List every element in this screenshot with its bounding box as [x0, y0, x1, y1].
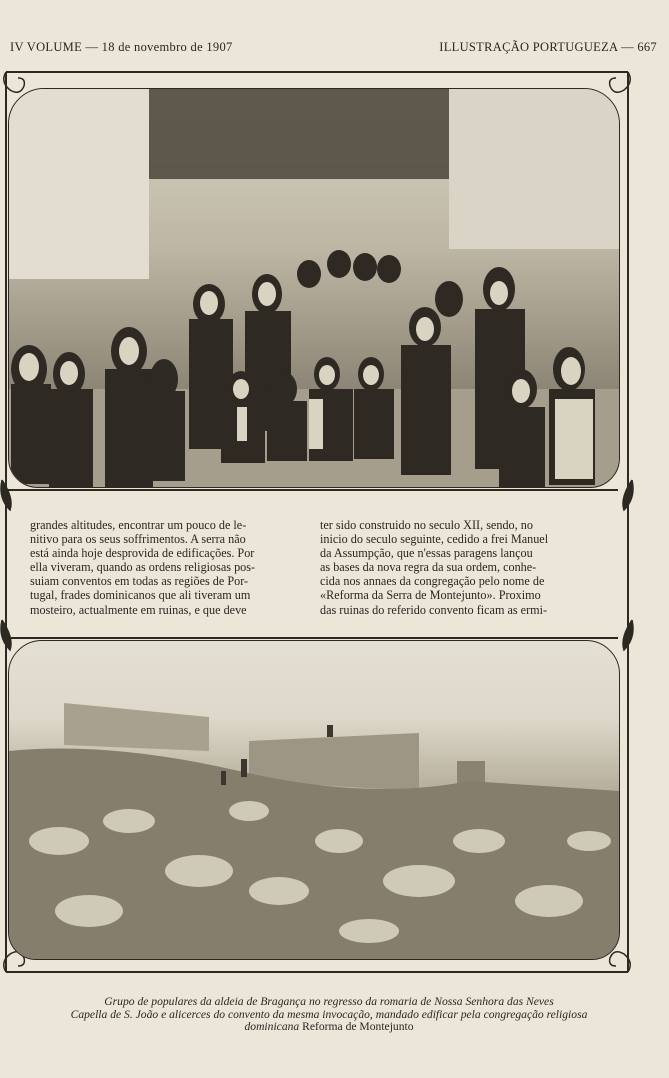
text-line: mosteiro, actualmente em ruinas, e que deve — [30, 602, 247, 617]
text-line: inicio do seculo seguinte, cedido a frei Manuel — [320, 532, 549, 547]
text-line: nitivo para os seus soffrimentos. A serra não — [30, 532, 246, 547]
text-line: «Reforma da Serra de Montejunto». Proximo — [320, 588, 541, 603]
text-line: as bases da nova regra da sua ordem, conhe- — [320, 560, 537, 575]
article-text — [30, 518, 596, 638]
text-line: ella viveram, quando as ordens religiosas pos- — [30, 560, 256, 575]
caption-line-1: Grupo de populares da aldeia de Bragança no regresso da romaria de Nossa Senhora das Neves — [104, 995, 554, 1008]
text-line: das ruinas do referido convento ficam as ermi- — [320, 602, 548, 617]
caption-line-2: Capella de S. João e alicerces do convento da mesma invocação, mandado edificar pela congregação religiosa — [70, 1007, 588, 1021]
villagers-illustration — [9, 89, 619, 487]
text-column-left — [30, 518, 300, 617]
text-line: grandes altitudes, encontrar um pouco de le- — [30, 518, 247, 532]
photo-group-of-villagers — [8, 88, 620, 488]
caption-line-3-italic: dominicana — [244, 1020, 300, 1034]
text-line: suiam conventos em todas as regiões de Por- — [30, 574, 249, 589]
header-volume-date: IV VOLUME — 18 de novembro de 1907 — [10, 40, 233, 54]
text-line: cida nos annaes da congregação pelo nome de — [320, 574, 545, 589]
photo-chapel-ruins — [8, 640, 620, 960]
photo-captions — [14, 996, 644, 1034]
header-title-page-number: ILLUSTRAÇÃO PORTUGUEZA — 667 — [439, 40, 657, 54]
caption-line-3 — [14, 1021, 644, 1034]
text-line: ter sido construido no seculo XII, sendo, no — [320, 518, 533, 532]
ruins-illustration — [9, 641, 619, 959]
text-line: da Assumpção, que n'essas paragens lançou — [320, 546, 533, 561]
caption-line-3-upright: Reforma de Montejunto — [302, 1020, 414, 1034]
text-line: está ainda hoje desprovida de edificações. Por — [30, 546, 255, 561]
text-line: tugal, frades dominicanos que ali tiveram um — [30, 588, 251, 603]
text-column-right — [320, 518, 598, 617]
